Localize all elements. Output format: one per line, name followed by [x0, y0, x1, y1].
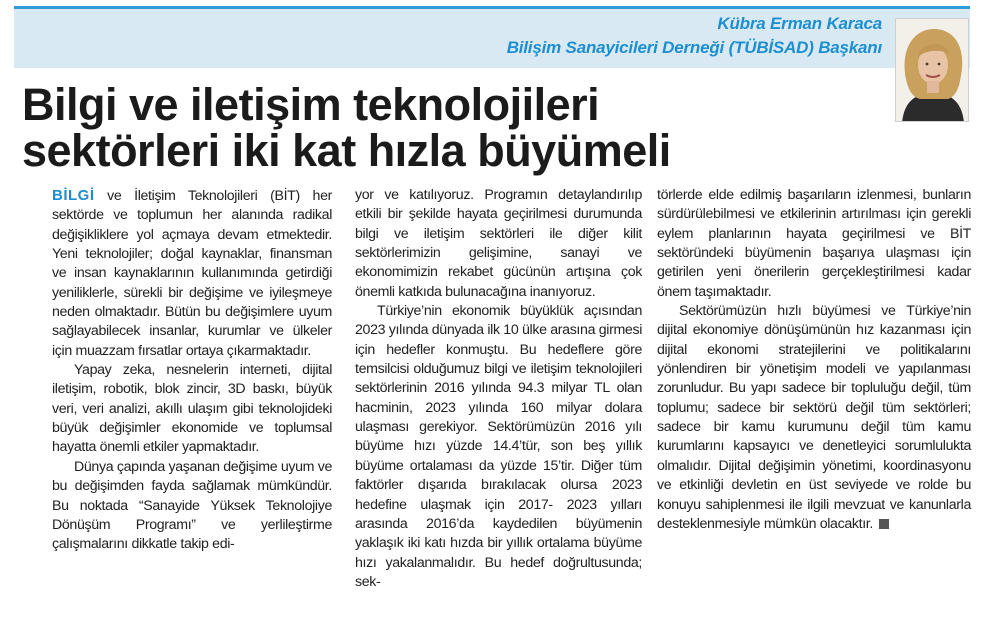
paragraph: Yapay zeka, nesnelerin interneti, dijital iletişim, robotik, blok zincir, 3D baskı, büyük veri, veri analizi, akıllı ulaşım gibi teknolojideki büyük değişimler ekonomide ve toplumsal hayatta önemli etkiler yapmaktadır.	[52, 362, 332, 456]
paragraph: yor ve katılıyoruz. Programın detaylandırılıp etkili bir şekilde hayata geçirilmesi durumunda bilgi ve iletişim sektörleri ile diğer kilit sektörlerimizin gelişimine, sanayi ve ekonomimizin rekabet gücünün artışına çok önemli katkıda bulunacağına inanıyoruz.	[355, 187, 642, 300]
paragraph: Dünya çapında yaşanan değişime uyum ve bu değişimden fayda sağlamak mümkündür. Bu noktada “Sanayide Yüksek Teknolojiye Dönüşüm Programı” ve yerlileştirme çalışmalarını dikkatle takip edi-	[52, 458, 333, 553]
paragraph: Türkiye’nin ekonomik büyüklük açısından 2023 yılında dünyada ilk 10 ülke arasına girmesi için hedefler konmuştu. Bu hedeflere göre temsilcisi olduğumuz bilgi ve iletişim teknolojileri sektörlerinin 2016 yılında 94.3 milyar TL olan hacminin, 2023 yılında 160 milyar dolara ulaşması gerekiyor. Sektörümüzün 2016 yılı büyüme hızı yüzde 14.4’tür, son beş yıllık büyüme ortalaması da yüzde 15’tir. Diğer tüm faktörler dışarıda bırakılacak olursa 2023 hedefine ulaşmak için 2017- 2023 yılları arasında 2016’da kaydedilen büyümenin yaklaşık iki katı hızda bir yıllık ortalama büyüme hızı yakalanmalıdır. Bu hedef doğrultusunda; sek-	[355, 303, 642, 590]
headline-line-1: Bilgi ve iletişim teknolojileri	[22, 79, 600, 130]
author-title: Bilişim Sanayicileri Derneği (TÜBİSAD) Başkanı	[506, 38, 882, 57]
article-column-1	[52, 186, 332, 555]
headline	[22, 79, 882, 176]
paragraph-text: Sektörümüzün hızlı büyümesi ve Türkiye’nin dijital ekonomiye dönüşümünün hız kazanması için dijital ekonomi stratejilerini ve politikalarını yönlendiren bir yönetişim modeli ve yapılanması zorunludur. Bu yapı sadece bir topluluğu değil, tüm toplumu; sadece bir sektörü değil tüm sektörleri; sadece bir kamu kurumunu değil tüm kamu kurumlarını kapsayıcı ve denetleyici sorumlulukta olmalıdır. Dijital değişimin yönetimi, koordinasyonu ve etkinliği devletin en üst seviyede ve rolde bu konuyu sahiplenmesi ile ilgili mevzuat ve kanunlarla desteklenmesiyle mümkün olacaktır.	[657, 303, 971, 532]
lead-word: BİLGİ	[52, 187, 95, 204]
paragraph-last	[657, 302, 971, 534]
author-name: Kübra Erman Karaca	[717, 14, 882, 33]
article-column-3	[657, 186, 971, 534]
paragraph-text: ve İletişim Teknolojileri (BİT) her sektörde ve toplumun her alanında radikal değişikliklere yol açmaya devam etmektedir. Yeni teknolojiler; doğal kaynaklar, finansman ve insan kaynaklarının kullanımında getirdiği yeniliklerle, sürekli bir değişime ve iyileşmeye neden olmaktadır. Bütün bu değişimlere uyum sağlayabilecek insanlar, kurumlar ve ülkeler için muazzam fırsatlar ortaya çıkarmaktadır.	[52, 188, 332, 359]
paragraph	[52, 186, 332, 361]
square-end-mark-icon	[879, 519, 889, 529]
paragraph: törlerde elde edilmiş başarıların izlenmesi, bunların sürdürülebilmesi ve etkilerinin artırılması için gerekli eylem planlarının hayata geçirilmesi ve BİT sektöründeki büyümenin başarıya ulaşması için getirilen yeni önerilerin gerçekleştirilmesi kadar önem taşımaktadır.	[657, 187, 971, 300]
headline-line-2: sektörleri iki kat hızla büyümeli	[22, 125, 671, 176]
author-photo	[895, 18, 969, 122]
article-column-2	[355, 186, 642, 592]
